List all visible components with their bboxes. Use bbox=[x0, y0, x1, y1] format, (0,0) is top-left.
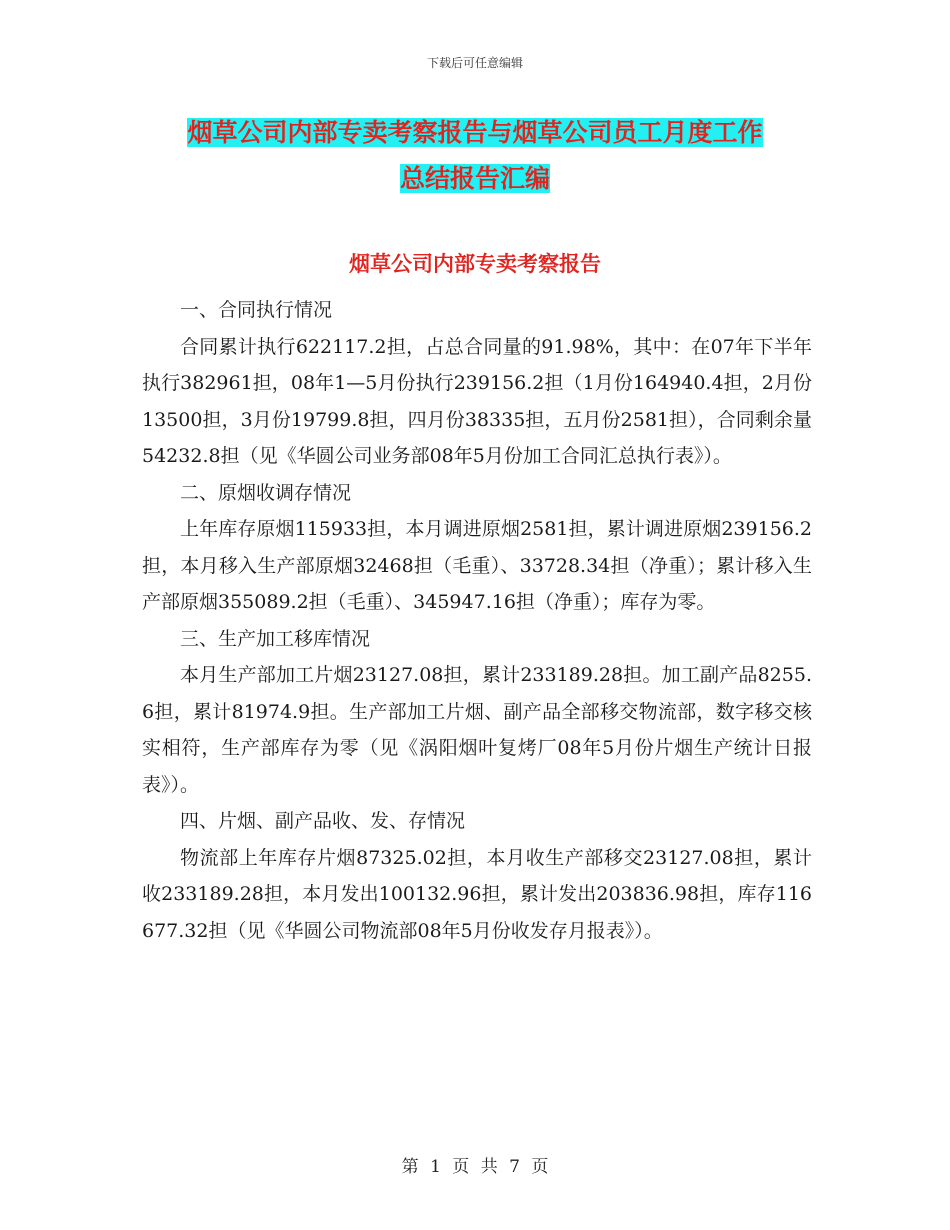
document-title-line-2: 总结报告汇编 bbox=[399, 164, 550, 193]
heading-production-transfer: 三、生产加工移库情况 bbox=[180, 627, 371, 650]
section-title: 烟草公司内部专卖考察报告 bbox=[349, 251, 601, 276]
document-body bbox=[142, 292, 812, 949]
page-footer: 第 1 页 共 7 页 bbox=[401, 1157, 549, 1177]
document-title bbox=[0, 110, 950, 202]
document-title-line-1: 烟草公司内部专卖考察报告与烟草公司员工月度工作 bbox=[187, 118, 763, 147]
paragraph-inventory: 物流部上年库存片烟87325.02担，本月收生产部移交23127.08担，累计收233189.28担，本月发出100132.96担，累计发出203836.98担，库存116677.32担（见《华圆公司物流部08年5月份收发存月报表》）。 bbox=[142, 846, 812, 942]
heading-raw-tobacco: 二、原烟收调存情况 bbox=[180, 481, 352, 504]
paragraph-production-transfer: 本月生产部加工片烟23127.08担，累计233189.28担。加工副产品8255.6担，累计81974.9担。生产部加工片烟、副产品全部移交物流部，数字移交核实相符，生产部库存为零（见《涡阳烟叶复烤厂08年5月份片烟生产统计日报表》）。 bbox=[142, 664, 812, 796]
paragraph-contract-execution: 合同累计执行622117.2担，占总合同量的91.98%，其中：在07年下半年执行382961担，08年1—5月份执行239156.2担（1月份164940.4担，2月份13500担，3月份19799.8担，四月份38335担，五月份2581担），合同剩余量54232.8担（见《华圆公司业务部08年5月份加工合同汇总执行表》）。 bbox=[142, 335, 812, 467]
paragraph-raw-tobacco: 上年库存原烟115933担，本月调进原烟2581担，累计调进原烟239156.2担，本月移入生产部原烟32468担（毛重）、33728.34担（净重）；累计移入生产部原烟355089.2担（毛重）、345947.16担（净重）；库存为零。 bbox=[142, 518, 812, 613]
header-note: 下载后可任意编辑 bbox=[426, 56, 523, 70]
heading-contract-execution: 一、合同执行情况 bbox=[180, 299, 333, 321]
heading-inventory: 四、片烟、副产品收、发、存情况 bbox=[180, 810, 466, 832]
